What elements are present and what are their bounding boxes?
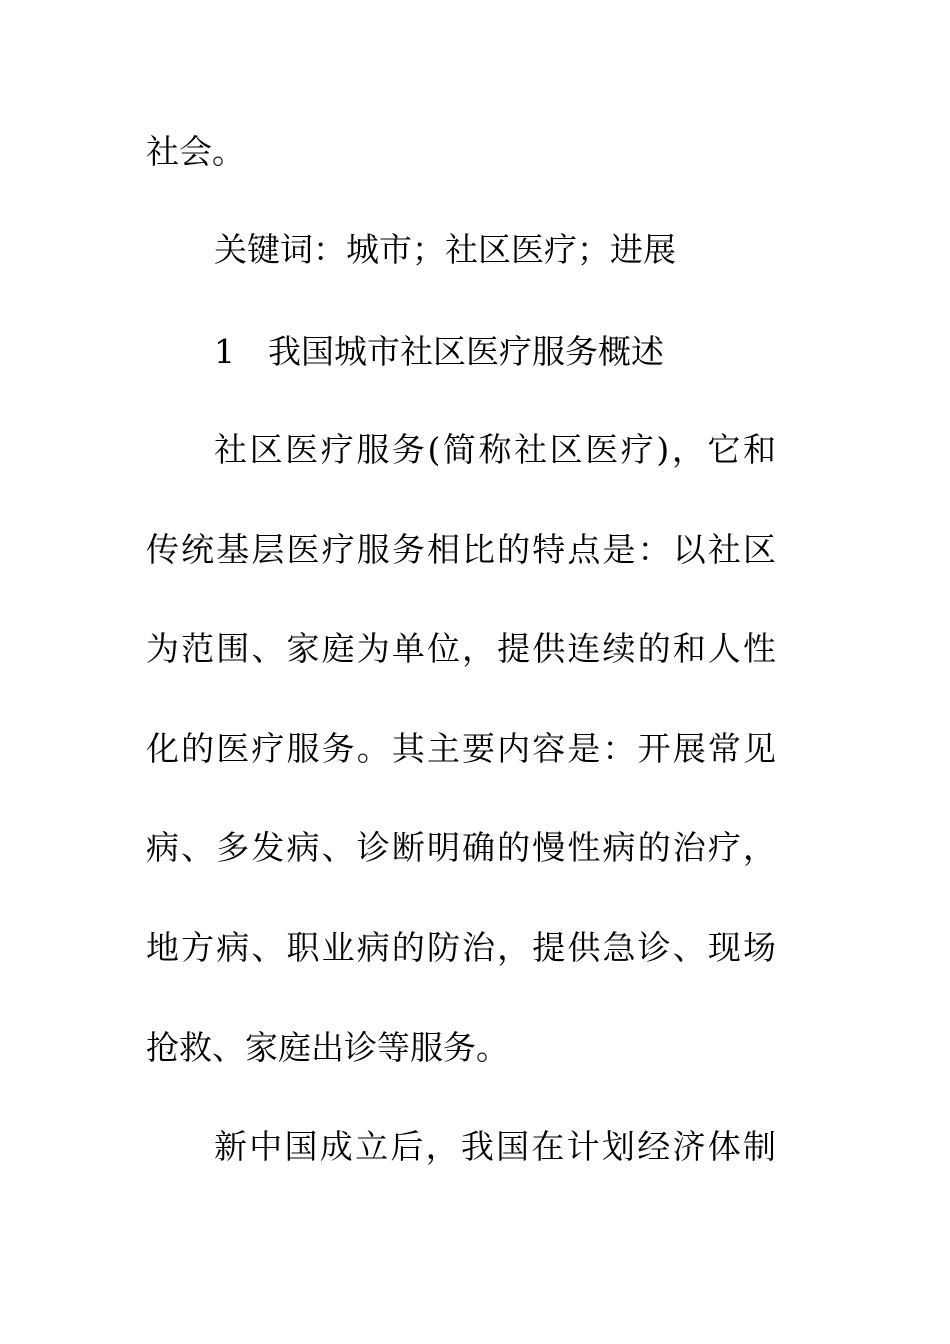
- section-title: 我国城市社区医疗服务概述: [268, 332, 664, 371]
- text-line: 社会。: [146, 132, 245, 171]
- paragraph-line: 地方病、职业病的防治，提供急诊、现场: [146, 928, 776, 967]
- paragraph-line: 病、多发病、诊断明确的慢性病的治疗，: [146, 828, 776, 867]
- paragraph-line: 社区医疗服务(简称社区医疗)，它和: [214, 430, 776, 469]
- paragraph-line: 传统基层医疗服务相比的特点是：以社区: [146, 530, 776, 569]
- section-heading: [214, 322, 786, 382]
- keywords-line: 关键词：城市；社区医疗；进展: [214, 230, 676, 269]
- paragraph-line: 新中国成立后，我国在计划经济体制: [214, 1127, 776, 1166]
- section-number: 1: [214, 332, 235, 371]
- paragraph-line: 为范围、家庭为单位，提供连续的和人性: [146, 629, 776, 668]
- paragraph-line: 抢救、家庭出诊等服务。: [146, 1028, 509, 1067]
- paragraph-line: 化的医疗服务。其主要内容是：开展常见: [146, 729, 776, 768]
